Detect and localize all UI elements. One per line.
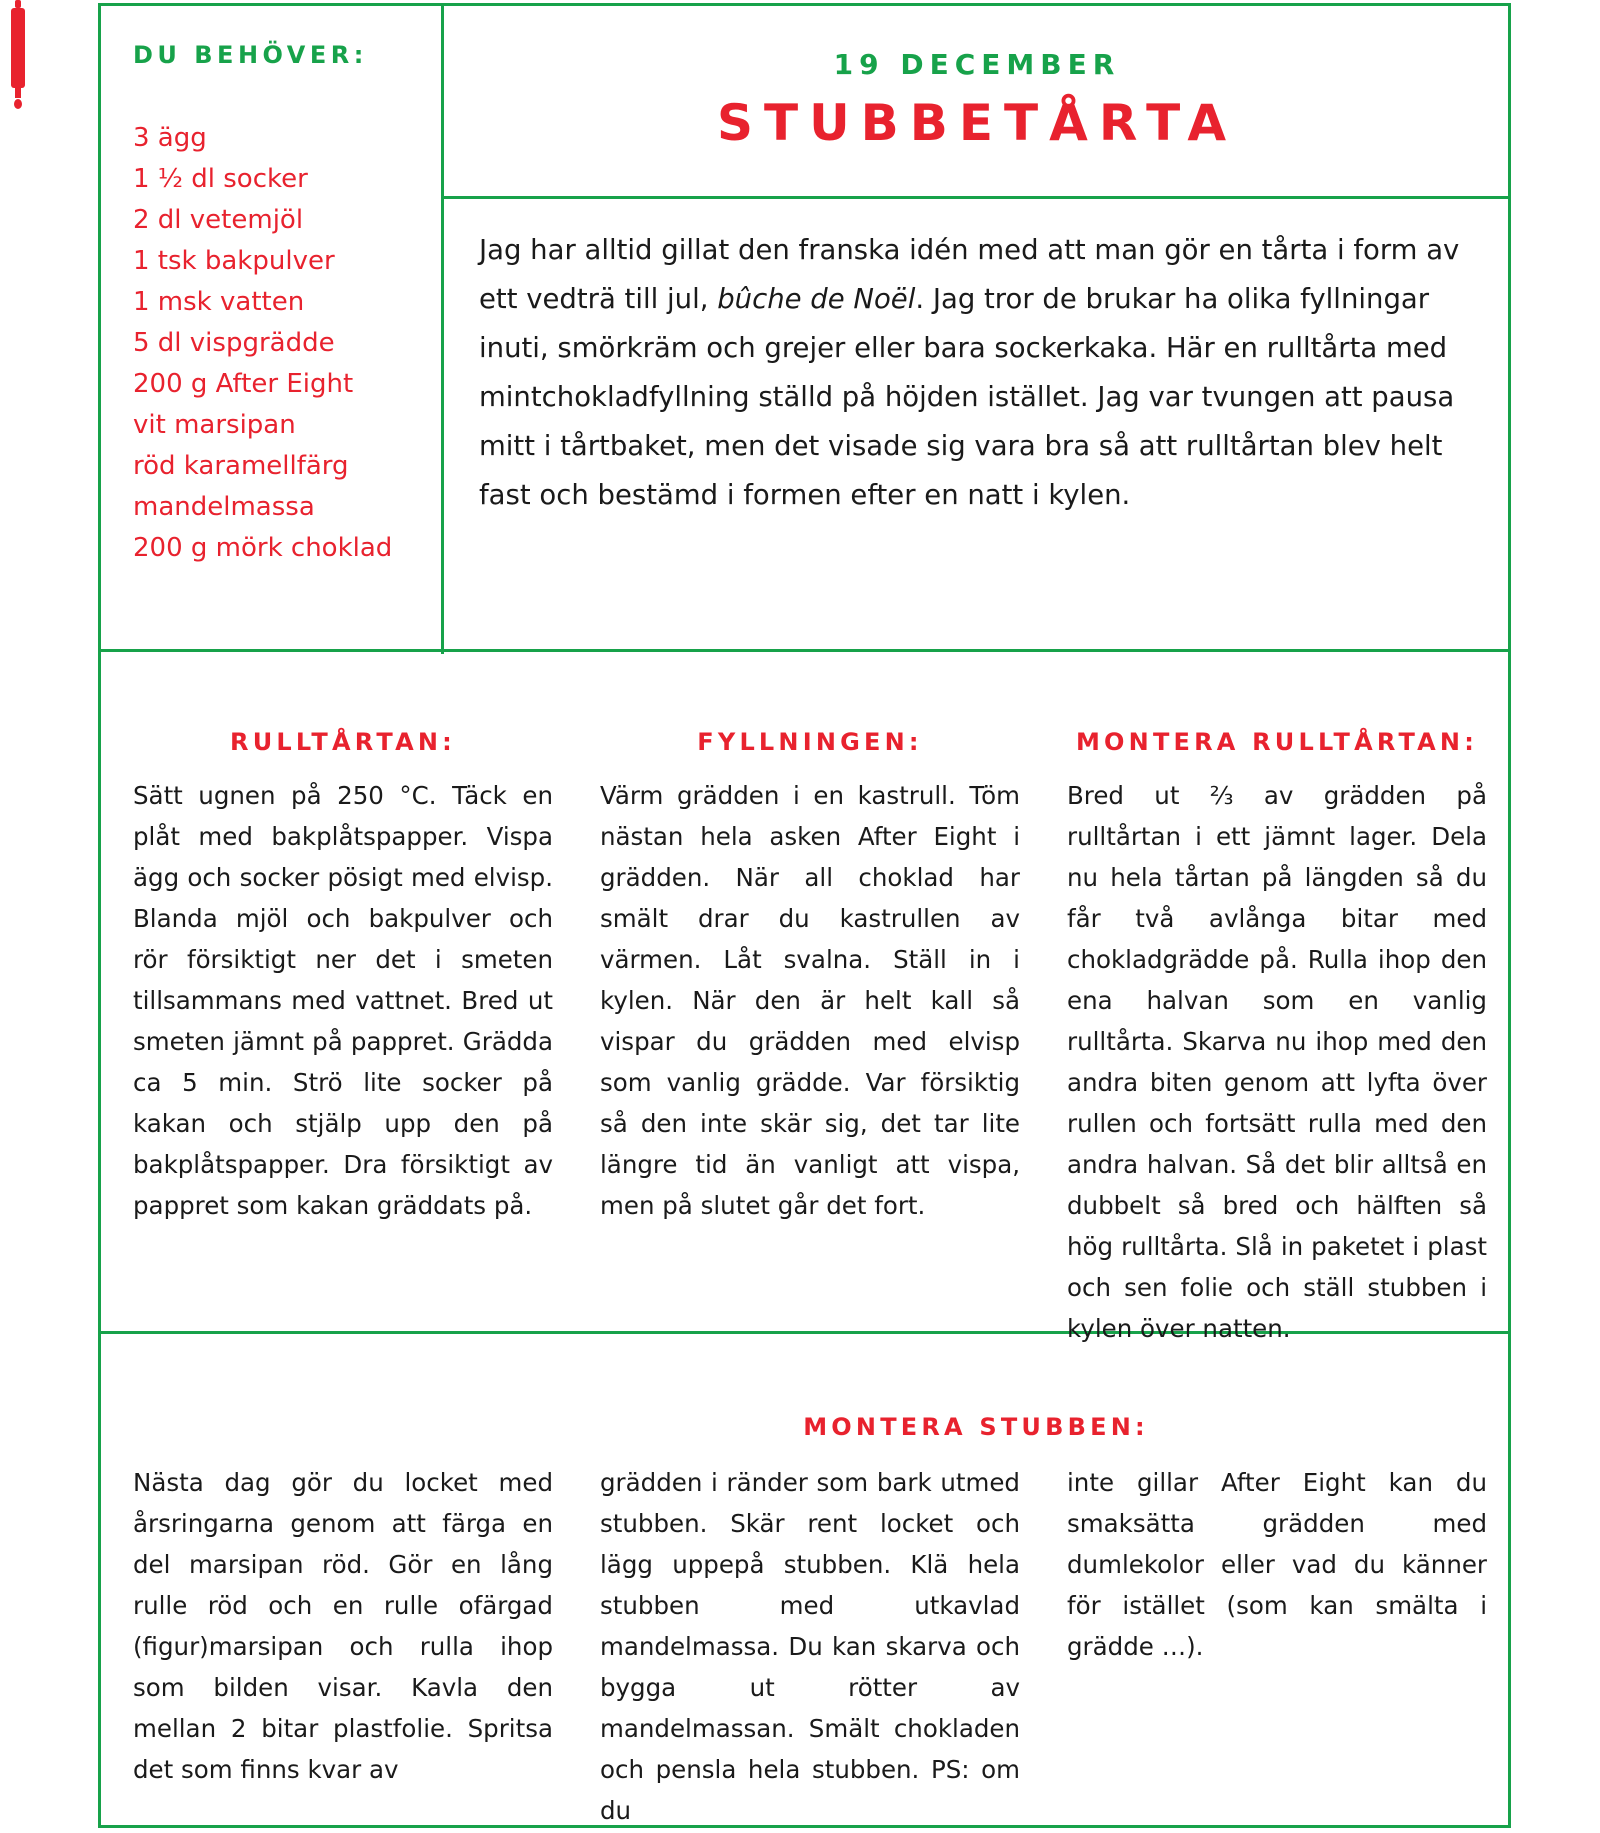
ingredient-item: 200 g mörk choklad	[133, 533, 393, 563]
ingredient-item: mandelmassa	[133, 492, 315, 522]
ingredient-item: 1 msk vatten	[133, 287, 305, 317]
montera-stubben-heading: MONTERA STUBBEN:	[803, 1413, 1149, 1441]
fyllningen-instructions: Värm grädden i en kastrull. Töm nästan hela asken After Eight i grädden. När all choklad har smält drar du kastrullen av värmen. Låt svalna. Ställ in i kylen. När den är helt kall så vispar du grädden med elvisp som vanlig grädde. Var försiktig så den inte skär sig, det tar lite längre tid än vanligt att vispa, men på slutet går det fort.	[600, 781, 1020, 1220]
ingredient-item: 1 ½ dl socker	[133, 164, 308, 194]
ingredient-item: 200 g After Eight	[133, 369, 354, 399]
ingredient-item: röd karamellfärg	[133, 451, 349, 481]
ingredients-list	[133, 118, 392, 569]
montera-rulltartan-instructions: Bred ut ⅔ av grädden på rulltårtan i ett jämnt lager. Dela nu hela tårtan på längden så du får två avlånga bitar med chokladgrädde på. Rulla ihop den ena halvan som en vanlig rulltårta. Skarva nu ihop med den andra biten genom att lyfta över rullen och fortsätt rulla med den andra halvan. Så det blir alltså en dubbelt så bred och hälften så hög rulltårta. Slå in paketet i plast och sen folie och ställ stubben i kylen över natten.	[1067, 781, 1487, 1343]
fyllningen-heading: FYLLNINGEN:	[697, 728, 923, 756]
frame-right-border	[1508, 3, 1511, 1828]
intro-text-end: . Jag tror de brukar ha olika fyllningar inuti, smörkräm och grejer eller bara sockerkaka. Här en rulltårta med mintchokladfyllning ställd på höjden istället. Jag var tvungen att pausa mitt i tårtbaket, men det visade sig vara bra så att rulltårtan blev helt fast och bestämd i formen efter en natt i kylen.	[479, 283, 1455, 511]
rulltartan-instructions: Sätt ugnen på 250 °C. Täck en plåt med bakplåtspapper. Vispa ägg och socker pösigt med elvisp. Blanda mjöl och bakpulver och rör försiktigt ner det i smeten tillsammans med vattnet. Bred ut smeten jämnt på pappret. Grädda ca 5 min. Strö lite socker på kakan och stjälp upp den på bakplåtspapper. Dra försiktigt av pappret som kakan gräddats på.	[133, 781, 553, 1220]
upper-section-divider	[98, 649, 1510, 652]
rulltartan-heading: RULLTÅRTAN:	[230, 728, 456, 756]
frame-left-border	[98, 3, 101, 1828]
recipe-title: STUBBETÅRTA	[716, 94, 1238, 152]
ingredient-item: 5 dl vispgrädde	[133, 328, 335, 358]
montera-rulltartan-heading: MONTERA RULLTÅRTAN:	[1075, 728, 1479, 756]
montera-stubben-col3: inte gillar After Eight kan du smaksätta grädden med dumlekolor eller vad du känner för istället (som kan smälta i grädde …).	[1067, 1468, 1487, 1661]
intro-italic-phrase: bûche de Noël	[717, 283, 916, 315]
ingredient-item: 2 dl vetemjöl	[133, 205, 304, 235]
intro-paragraph	[479, 226, 1484, 520]
ingredient-item: 1 tsk bakpulver	[133, 246, 335, 276]
montera-stubben-col1: Nästa dag gör du locket med årsringarna genom att färga en del marsipan röd. Gör en lång rulle röd och en rulle ofärgad (figur)marsipan och rulla ihop som bilden visar. Kavla den mellan 2 bitar plastfolie. Spritsa det som finns kvar av	[133, 1468, 553, 1784]
ingredients-heading: DU BEHÖVER:	[133, 41, 368, 69]
rolling-pin-icon	[10, 0, 26, 110]
ingredient-item: vit marsipan	[133, 410, 296, 440]
frame-top-border	[98, 3, 1510, 6]
recipe-date: 19 DECEMBER	[833, 48, 1121, 81]
ingredient-item: 3 ägg	[133, 123, 207, 153]
intro-text-start: Jag har alltid gillat den franska idén med att man gör en tårta i form av ett vedträ till jul,	[479, 234, 1460, 315]
montera-stubben-col2: grädden i ränder som bark utmed stubben. Skär rent locket och lägg uppepå stubben. Klä hela stubben med utkavlad mandelmassa. Du kan skarva och bygga ut rötter av mandelmassan. Smält chokladen och pensla hela stubben. PS: om du	[600, 1468, 1020, 1825]
title-divider	[441, 196, 1511, 199]
